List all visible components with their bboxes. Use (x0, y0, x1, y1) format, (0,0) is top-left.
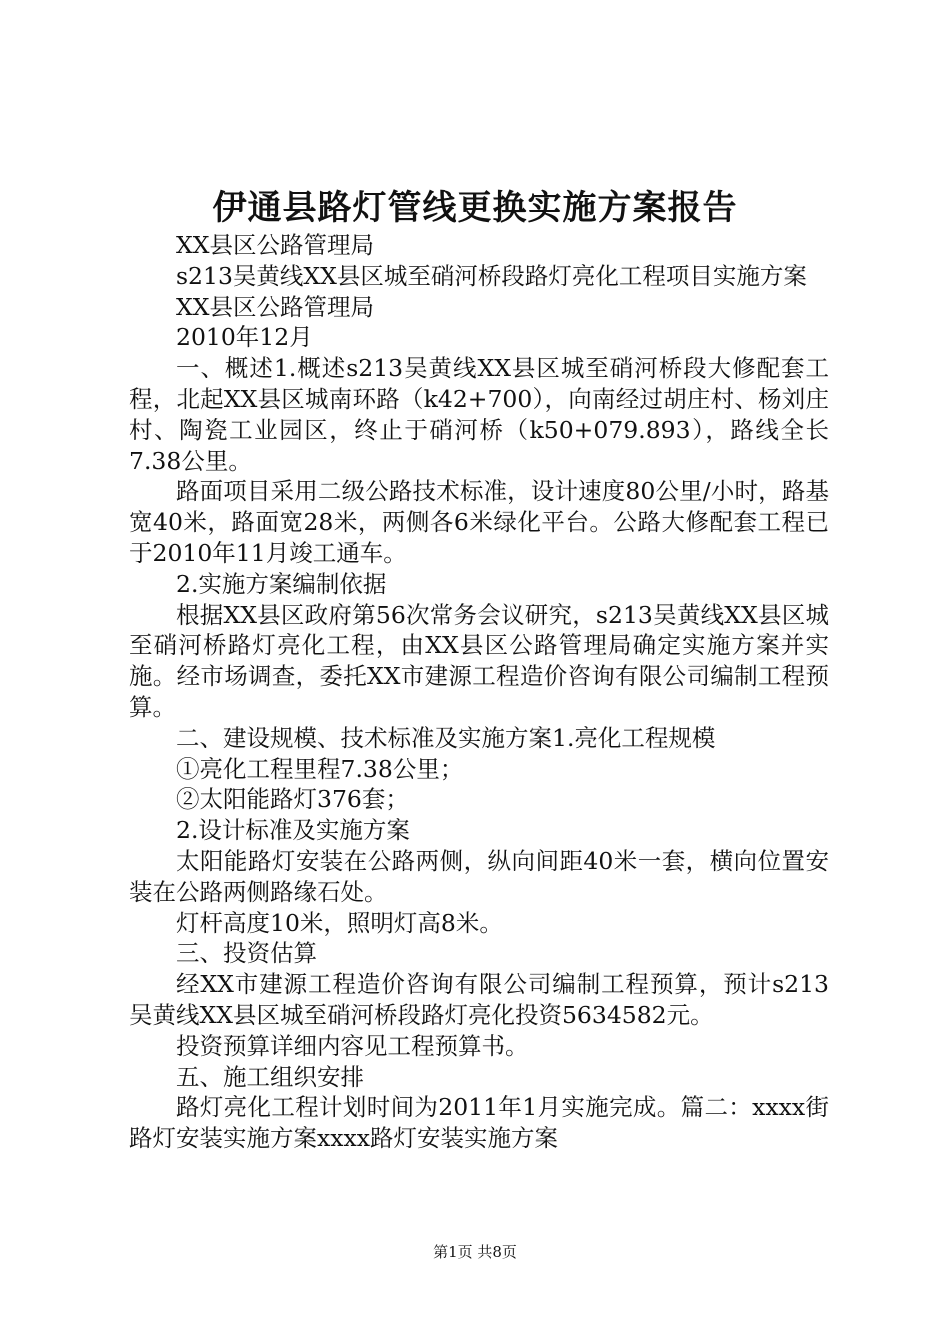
paragraph: ②太阳能路灯376套； (176, 785, 409, 814)
paragraph: 根据XX县区政府第56次常务会议研究，s213吴黄线XX县区城至硝河桥路灯亮化工程，由XX县区公路管理局确定实施方案并实施。经市场调查，委托XX市建源工程造价咨询有限公司编制工程预算。 (129, 600, 829, 721)
paragraph: 一、概述1.概述s213吴黄线XX县区城至硝河桥段大修配套工程，北起XX县区城南环路（k42+700），向南经过胡庄村、杨刘庄村、陶瓷工业园区，终止于硝河桥（k50+079.893），路线全长7.38公里。 (129, 354, 829, 475)
paragraph: 二、建设规模、技术标准及实施方案1.亮化工程规模 (176, 723, 716, 752)
paragraph: s213吴黄线XX县区城至硝河桥段路灯亮化工程项目实施方案 (176, 261, 807, 290)
paragraph: 路面项目采用二级公路技术标准，设计速度80公里/小时，路基宽40米，路面宽28米，两侧各6米绿化平台。公路大修配套工程已于2010年11月竣工通车。 (129, 477, 829, 567)
document-body (129, 230, 829, 1154)
paragraph: 2.设计标准及实施方案 (176, 816, 410, 845)
paragraph: 灯杆高度10米，照明灯高8米。 (176, 908, 503, 937)
paragraph: 2.实施方案编制依据 (176, 569, 387, 598)
paragraph: ①亮化工程里程7.38公里； (176, 754, 464, 783)
paragraph: 路灯亮化工程计划时间为2011年1月实施完成。篇二：xxxx街路灯安装实施方案xxxx路灯安装实施方案 (129, 1093, 829, 1153)
paragraph: XX县区公路管理局 (176, 231, 374, 259)
paragraph: XX县区公路管理局 (176, 292, 374, 321)
document-title: 伊通县路灯管线更换实施方案报告 (212, 188, 738, 228)
paragraph: 五、施工组织安排 (176, 1062, 364, 1091)
paragraph: 太阳能路灯安装在公路两侧，纵向间距40米一套，横向位置安装在公路两侧路缘石处。 (129, 846, 829, 906)
paragraph: 经XX市建源工程造价咨询有限公司编制工程预算，预计s213吴黄线XX县区城至硝河桥段路灯亮化投资5634582元。 (129, 970, 829, 1029)
page-footer: 第1页 共8页 (433, 1243, 517, 1261)
paragraph: 三、投资估算 (176, 939, 317, 968)
paragraph: 2010年12月 (176, 323, 313, 352)
paragraph: 投资预算详细内容见工程预算书。 (176, 1031, 529, 1060)
